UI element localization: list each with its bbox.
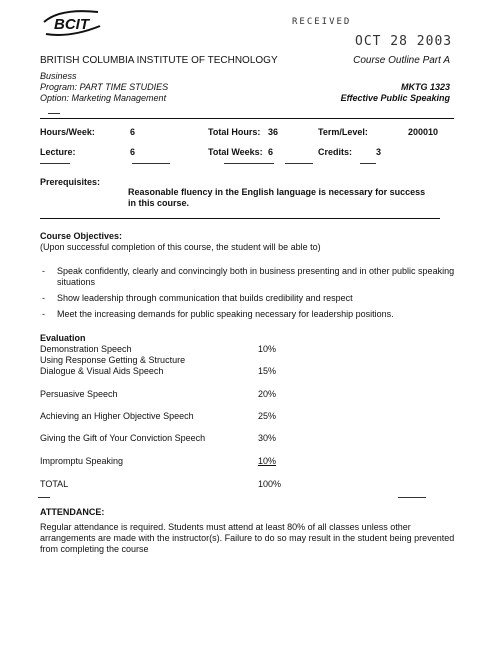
stamp-line1: RECEIVED <box>292 17 352 27</box>
objectives-intro: (Upon successful completion of this course, the student will be able to) <box>40 242 321 252</box>
bcit-logo <box>40 8 104 38</box>
divider <box>40 118 454 119</box>
total-weeks-value: 6 <box>268 147 274 157</box>
received-stamp <box>292 17 351 27</box>
evaluation-item: Demonstration Speech <box>40 344 132 354</box>
divider <box>38 497 50 498</box>
term-level-value: 200010 <box>408 127 439 137</box>
course-title: Effective Public Speaking <box>340 93 450 103</box>
divider <box>48 113 60 114</box>
lecture-value: 6 <box>130 147 136 157</box>
divider <box>224 163 274 164</box>
bullet: - <box>42 309 45 319</box>
evaluation-heading: Evaluation <box>40 333 86 343</box>
attendance-text: Regular attendance is required. Students must attend at least 80% of all classes unless other arrangements are made with the instructor(s). Failure to do so may result in the student being prevented from completing the course <box>40 522 455 554</box>
evaluation-item: Dialogue & Visual Aids Speech <box>40 366 164 376</box>
logo-text: BCIT <box>54 16 89 33</box>
course-code: MKTG 1323 <box>400 82 450 92</box>
school-name: Business <box>40 71 77 81</box>
prerequisites-heading: Prerequisites: <box>40 177 101 187</box>
received-stamp-date: OCT 28 2003 <box>355 34 453 49</box>
evaluation-item: Persuasive Speech <box>40 389 118 399</box>
hours-week-value: 6 <box>130 127 136 137</box>
lecture-label: Lecture: <box>40 147 76 157</box>
evaluation-item: Impromptu Speaking <box>40 456 124 466</box>
evaluation-weight: 10% <box>258 456 277 466</box>
divider <box>40 163 70 164</box>
evaluation-weight: 25% <box>258 411 277 421</box>
divider <box>360 163 376 164</box>
total-weeks-label: Total Weeks: <box>208 147 263 157</box>
evaluation-total-value: 100% <box>258 479 282 489</box>
objective-item: Meet the increasing demands for public speaking necessary for leadership positions. <box>57 309 394 319</box>
hours-week-label: Hours/Week: <box>40 127 95 137</box>
total-hours-label: Total Hours: <box>208 127 261 137</box>
evaluation-weight: 30% <box>258 433 277 443</box>
divider <box>40 218 440 219</box>
option-line: Option: Marketing Management <box>40 93 167 103</box>
objectives-heading: Course Objectives: <box>40 231 123 241</box>
outline-part: Course Outline Part A <box>353 55 450 66</box>
evaluation-weight: 10% <box>258 344 277 354</box>
evaluation-weight: 15% <box>258 366 277 376</box>
program-line: Program: PART TIME STUDIES <box>40 82 169 92</box>
evaluation-total-label: TOTAL <box>40 479 69 489</box>
prerequisites-line1: Reasonable fluency in the English language is necessary for success <box>128 187 426 197</box>
credits-label: Credits: <box>318 147 353 157</box>
total-hours-value: 36 <box>268 127 279 137</box>
prerequisites-line2: in this course. <box>128 198 190 208</box>
divider <box>285 163 313 164</box>
divider <box>132 163 170 164</box>
attendance-heading: ATTENDANCE: <box>40 507 105 517</box>
objective-item: Show leadership through communication that builds credibility and respect <box>57 293 353 303</box>
term-level-label: Term/Level: <box>318 127 368 137</box>
divider <box>398 497 426 498</box>
credits-value: 3 <box>376 147 382 157</box>
bullet: - <box>42 293 45 303</box>
evaluation-weight: 20% <box>258 389 277 399</box>
evaluation-item: Using Response Getting & Structure <box>40 355 186 365</box>
bullet: - <box>42 266 45 276</box>
evaluation-item: Achieving an Higher Objective Speech <box>40 411 194 421</box>
institute-name: BRITISH COLUMBIA INSTITUTE OF TECHNOLOGY <box>40 55 278 66</box>
evaluation-item: Giving the Gift of Your Conviction Speech <box>40 433 206 443</box>
objective-item: Speak confidently, clearly and convincingly both in business presenting and in other public speaking situations <box>57 266 455 287</box>
